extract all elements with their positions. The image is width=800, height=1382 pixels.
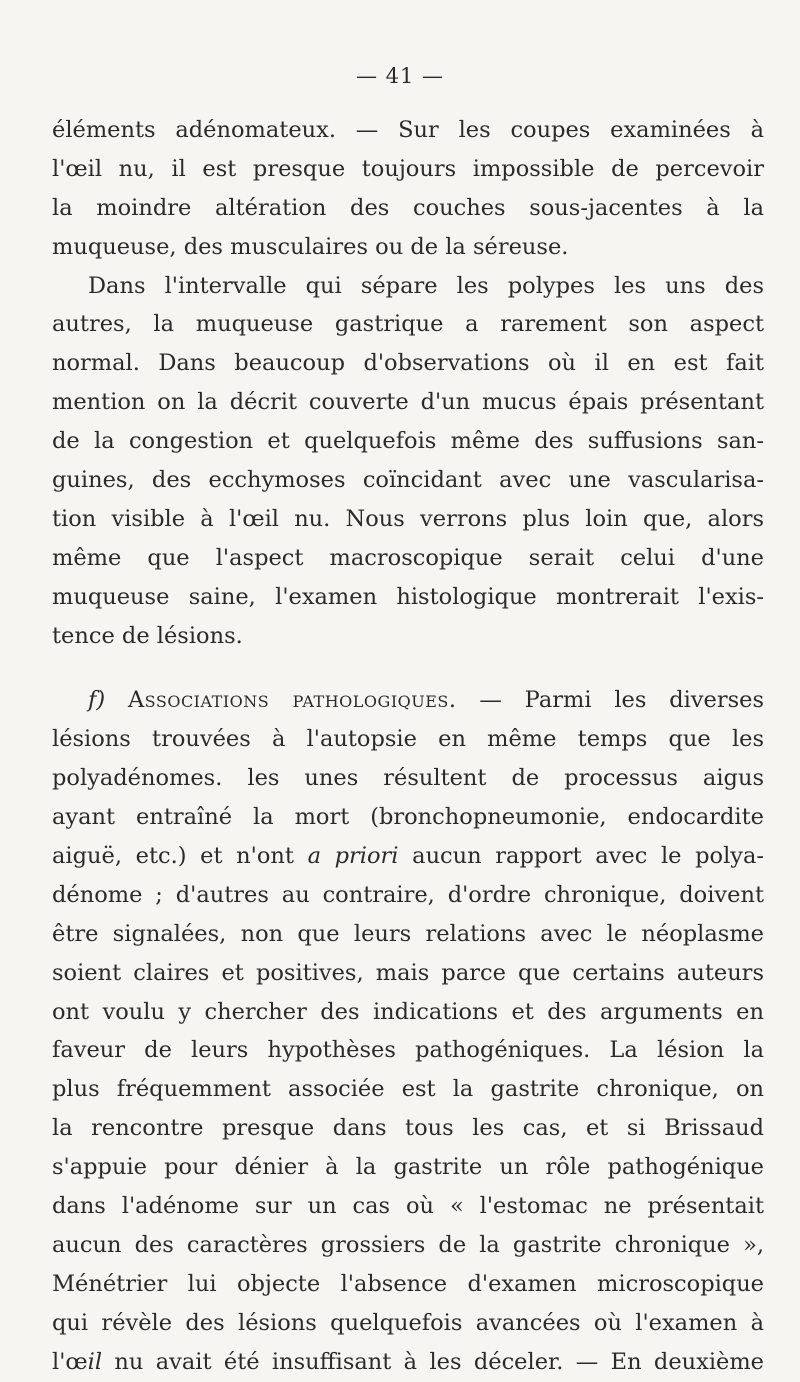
text-line: de la congestion et quelquefois même des suffusions san- <box>52 428 764 455</box>
text-line: tion visible à l'œil nu. Nous verrons plus loin que, alors <box>52 505 764 532</box>
text-line: s'appuie pour dénier à la gastrite un rôle pathogénique <box>52 1154 764 1181</box>
text-line: normal. Dans beaucoup d'observations où il en est fait <box>52 350 764 377</box>
text-line: Dans l'intervalle qui sépare les polypes les uns des <box>88 272 764 299</box>
text-line: dans l'adénome sur un cas où « l'estomac ne présentait <box>52 1193 764 1220</box>
text-line-mixed <box>52 1343 764 1382</box>
text-line: muqueuse saine, l'examen histologique montrerait l'exis- <box>52 583 764 610</box>
section-heading: Associations pathologiques. <box>127 687 457 714</box>
text-line: tence de lésions. <box>52 622 243 649</box>
italic-phrase: il <box>87 1348 103 1375</box>
text-fragment: aiguë, etc.) et n'ont <box>52 843 308 870</box>
text-line: faveur de leurs hypothèses pathogéniques. La lésion la <box>52 1037 764 1064</box>
text-line: être signalées, non que leurs relations avec le néoplasme <box>52 920 764 947</box>
text-line: plus fréquemment associée est la gastrite chronique, on <box>52 1076 764 1103</box>
text-fragment: nu avait été insuffisant à les déceler. — En deuxième <box>102 1348 764 1375</box>
text-line: muqueuse, des musculaires ou de la séreuse. <box>52 233 569 260</box>
text-line: l'œil nu, il est presque toujours impossible de percevoir <box>52 155 764 182</box>
text-fragment: l'œ <box>52 1348 88 1375</box>
text-line: ont voulu y chercher des indications et des arguments en <box>52 998 764 1025</box>
text-line: soient claires et positives, mais parce que certains auteurs <box>52 959 764 986</box>
text-line: guines, des ecchymoses coïncidant avec une vascularisa- <box>52 467 764 494</box>
text-line: aucun des caractères grossiers de la gastrite chronique », <box>52 1231 764 1258</box>
italic-phrase: a priori <box>307 843 399 870</box>
section-marker: f) <box>88 687 106 714</box>
text-line: la rencontre presque dans tous les cas, et si Brissaud <box>52 1115 764 1142</box>
text-line: Ménétrier lui objecte l'absence d'examen microscopique <box>52 1270 764 1297</box>
section-heading-line <box>52 681 764 720</box>
text-line: autres, la muqueuse gastrique a rarement son aspect <box>52 311 764 338</box>
paragraph-spacer <box>52 655 764 681</box>
text-fragment: — Parmi les diverses <box>456 687 764 714</box>
text-line: polyadénomes. les unes résultent de processus aigus <box>52 765 764 792</box>
text-line: même que l'aspect macroscopique serait celui d'une <box>52 544 764 571</box>
text-line: la moindre altération des couches sous-jacentes à la <box>52 194 764 221</box>
text-fragment: aucun rapport avec le polya- <box>398 843 764 870</box>
text-line: lésions trouvées à l'autopsie en même temps que les <box>52 726 764 753</box>
text-line: ayant entraîné la mort (bronchopneumonie, endocardite <box>52 804 764 831</box>
text-line: qui révèle des lésions quelquefois avancées où l'examen à <box>52 1309 764 1336</box>
page-number: — 41 — <box>355 64 445 88</box>
text-line: éléments adénomateux. — Sur les coupes examinées à <box>52 117 764 143</box>
text-line: mention on la décrit couverte d'un mucus épais présentant <box>52 389 764 416</box>
text-line-mixed <box>52 837 764 876</box>
text-line: dénome ; d'autres au contraire, d'ordre chronique, doivent <box>52 881 764 908</box>
body-text <box>52 111 764 1382</box>
